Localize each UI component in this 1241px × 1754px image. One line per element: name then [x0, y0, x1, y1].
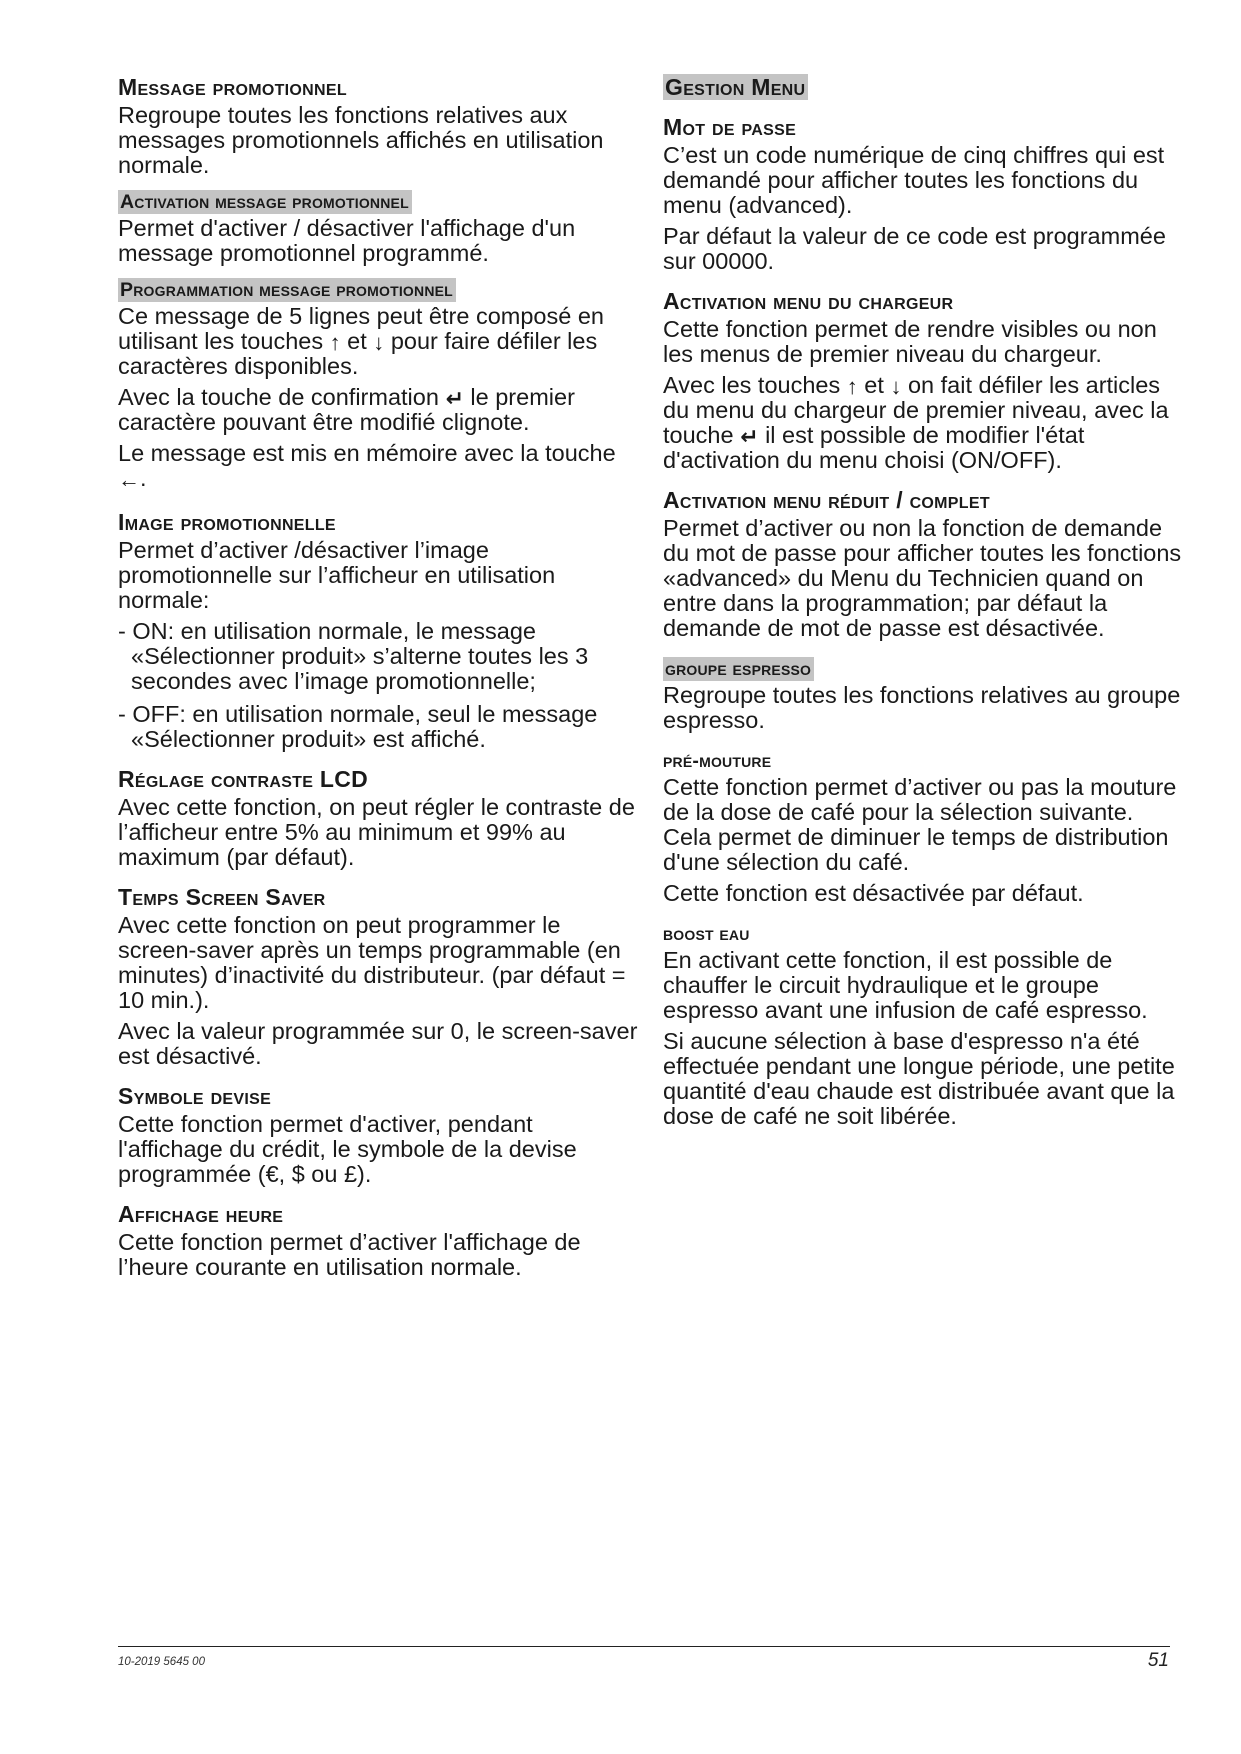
heading-image-promotionnelle: Image promotionnelle [118, 509, 336, 535]
page-number: 51 [1147, 1650, 1169, 1671]
heading-boost-eau: boost eau [663, 923, 750, 945]
text-segment: le premier caractère pouvant être modifié clignote. [118, 384, 575, 435]
doc-reference: 10-2019 5645 00 [118, 1656, 205, 1668]
activation-message-label: Activation message promotionnel [118, 190, 412, 214]
bullet-on: - ON: en utilisation normale, le message «Sélectionner produit» s’alterne toutes les 3 secondes avec l’image promotionnelle; [118, 618, 589, 694]
heading-affichage-heure: Affichage heure [118, 1201, 284, 1227]
heading-activation-reduit: Activation menu réduit / complet [663, 487, 990, 513]
bullet-off: - OFF: en utilisation normale, seul le message «Sélectionner produit» est affiché. [118, 701, 598, 752]
activation-reduit-text: Permet d’activer ou non la fonction de demande du mot de passe pour afficher toutes les fonctions «advanced» du Menu du Technicien quand on entre dans la programmation; par défaut la demande de mot de passe est désactivée. [663, 515, 1182, 641]
reglage-contraste-text: Avec cette fonction, on peut régler le contraste de l’afficheur entre 5% au minimum et 99% au maximum (par défaut). [118, 794, 635, 870]
affichage-heure-text: Cette fonction permet d’activer l'affichage de l’heure courante en utilisation normale. [118, 1229, 581, 1280]
arrow-up-icon: ↑ [329, 330, 341, 355]
enter-key-icon: ↵ [445, 386, 464, 411]
gestion-menu-label: Gestion Menu [663, 74, 808, 100]
boost-eau-text-2: Si aucune sélection à base d'espresso n'a été effectuée pendant une longue période, une petite quantité d'eau chaude est distribuée avant que la dose de café ne soit libérée. [663, 1028, 1175, 1129]
mot-de-passe-text-2: Par défaut la valeur de ce code est programmée sur 00000. [663, 223, 1166, 274]
heading-pre-mouture: pré-mouture [663, 750, 772, 772]
text-segment: on fait défiler les articles du menu du chargeur de premier niveau, avec la touche [663, 372, 1169, 448]
arrow-down-icon: ↓ [373, 330, 385, 355]
pre-mouture-text-1: Cette fonction permet d’activer ou pas la mouture de la dose de café pour la sélection suivante. Cela permet de diminuer le temps de distribution d'une sélection du café. [663, 774, 1177, 875]
heading-programmation-message [118, 278, 638, 302]
groupe-espresso-text: Regroupe toutes les fonctions relatives au groupe espresso. [663, 682, 1181, 733]
text-segment: et [864, 372, 884, 398]
heading-activation-message [118, 190, 638, 214]
heading-message-promotionnel: Message promotionnel [118, 74, 347, 100]
text-segment: Le message est mis en mémoire avec la touche [118, 440, 616, 466]
programmation-message-label: Programmation message promotionnel [118, 278, 456, 302]
programmation-paragraph-1 [118, 304, 638, 379]
screen-saver-text-2: Avec la valeur programmée sur 0, le screen-saver est désactivé. [118, 1018, 638, 1069]
mot-de-passe-text-1: C’est un code numérique de cinq chiffres qui est demandé pour afficher toutes les fonctions du menu (advanced). [663, 142, 1165, 218]
heading-gestion-menu [663, 74, 1183, 100]
text-segment: et [347, 328, 367, 354]
pre-mouture-text-2: Cette fonction est désactivée par défaut. [663, 880, 1084, 906]
right-column [663, 64, 1183, 1135]
heading-groupe-espresso [663, 657, 1183, 681]
activation-chargeur-text-1: Cette fonction permet de rendre visibles ou non les menus de premier niveau du chargeur. [663, 316, 1157, 367]
text-segment: il est possible de modifier l'état d'activation du menu choisi (ON/OFF). [663, 422, 1085, 473]
symbole-devise-text: Cette fonction permet d'activer, pendant l'affichage du crédit, le symbole de la devise programmée (€, $ ou £). [118, 1111, 577, 1187]
image-promotionnelle-text: Permet d’activer /désactiver l’image promotionnelle sur l’afficheur en utilisation normale: [118, 537, 556, 613]
screen-saver-text-1: Avec cette fonction on peut programmer le screen-saver après un temps programmable (en minutes) d’inactivité du distributeur. (par défaut = 10 min.). [118, 912, 626, 1013]
arrow-up-icon: ↑ [846, 374, 858, 399]
text-segment: Avec les touches [663, 372, 841, 398]
back-arrow-icon: ← [118, 467, 140, 492]
text-segment: . [140, 465, 147, 491]
heading-reglage-contraste: Réglage contraste LCD [118, 766, 369, 792]
heading-activation-chargeur: Activation menu du chargeur [663, 288, 954, 314]
arrow-down-icon: ↓ [890, 374, 902, 399]
programmation-paragraph-2 [118, 385, 638, 435]
programmation-paragraph-3 [118, 441, 638, 491]
message-promotionnel-text: Regroupe toutes les fonctions relatives aux messages promotionnels affichés en utilisation normale. [118, 102, 604, 178]
heading-mot-de-passe: Mot de passe [663, 114, 797, 140]
left-column [118, 64, 638, 1286]
heading-symbole-devise: Symbole devise [118, 1083, 272, 1109]
activation-message-text: Permet d'activer / désactiver l'affichage d'un message promotionnel programmé. [118, 215, 576, 266]
text-segment: pour faire défiler les caractères disponibles. [118, 328, 598, 379]
boost-eau-text-1: En activant cette fonction, il est possible de chauffer le circuit hydraulique et le groupe espresso avant une infusion de café espresso. [663, 947, 1148, 1023]
heading-screen-saver: Temps Screen Saver [118, 884, 326, 910]
activation-chargeur-text-2 [663, 373, 1183, 473]
text-segment: Ce message de 5 lignes peut être composé en utilisant les touches [118, 303, 604, 354]
groupe-espresso-label: groupe espresso [663, 657, 814, 681]
footer-divider [118, 1646, 1170, 1647]
enter-key-icon: ↵ [740, 424, 759, 449]
text-segment: Avec la touche de confirmation [118, 384, 439, 410]
